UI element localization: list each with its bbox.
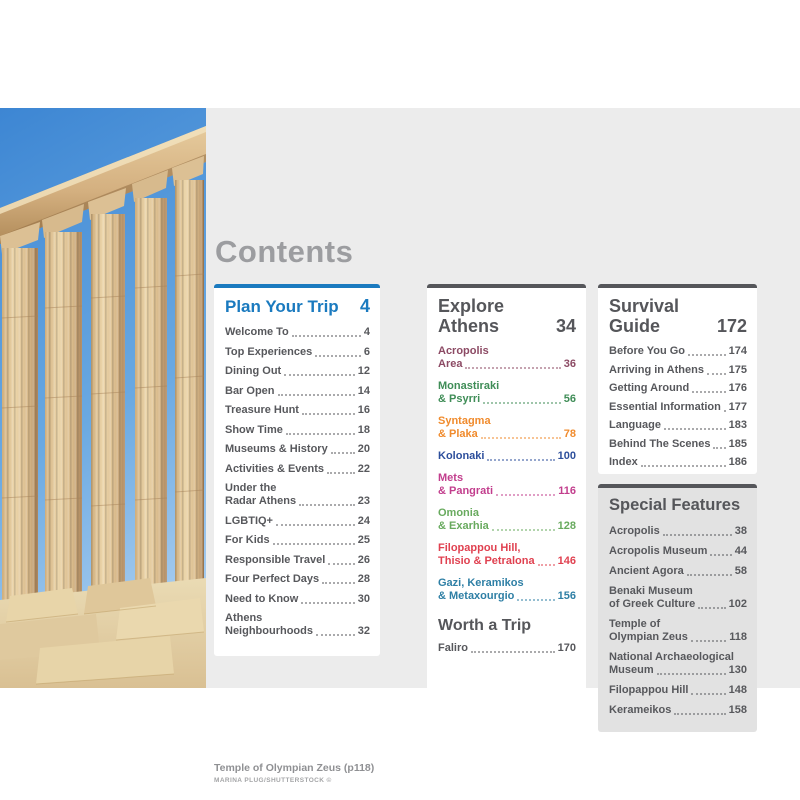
toc-entry: Getting Around 176 (609, 382, 747, 394)
toc-page-number: 130 (728, 664, 747, 676)
plan-your-trip-list (225, 326, 370, 638)
dotted-leader (273, 543, 355, 545)
toc-page-number: 20 (357, 443, 370, 455)
section-survival-guide (598, 284, 757, 474)
dotted-leader (278, 394, 355, 396)
plan-your-trip-page-number: 4 (359, 296, 370, 316)
survival-page-number: 172 (716, 316, 747, 336)
toc-page-number: 44 (734, 545, 747, 557)
toc-page-number: 56 (563, 393, 576, 405)
toc-entry: Activities & Events 22 (225, 462, 370, 475)
dotted-leader (641, 465, 726, 467)
toc-entry: Omonia & Exarhia 128 (438, 507, 576, 532)
toc-entry: Temple of Olympian Zeus 118 (609, 618, 747, 643)
toc-page-number: 174 (728, 345, 747, 357)
survival-title-line2: Guide (609, 316, 661, 336)
dotted-leader (517, 599, 554, 601)
toc-page-number: 185 (728, 437, 747, 450)
toc-page-number: 22 (357, 462, 370, 475)
dotted-leader (724, 410, 726, 412)
toc-entry: Arriving in Athens 175 (609, 363, 747, 376)
dotted-leader (302, 413, 355, 415)
explore-list (438, 345, 576, 603)
toc-entry: Kolonaki 100 (438, 450, 576, 462)
dotted-leader (692, 391, 725, 393)
toc-entry: Benaki Museum of Greek Culture 102 (609, 585, 747, 610)
toc-page-number: 100 (557, 450, 576, 462)
dotted-leader (331, 452, 355, 454)
toc-entry: Syntagma & Plaka 78 (438, 415, 576, 440)
dotted-leader (487, 459, 554, 461)
toc-page-number: 58 (734, 565, 747, 577)
toc-page-number: 26 (357, 553, 370, 566)
toc-page-number: 38 (734, 525, 747, 537)
toc-page-number: 16 (357, 404, 370, 416)
temple-columns-illustration (0, 108, 206, 688)
dotted-leader (713, 447, 725, 449)
toc-entry: Mets & Pangrati 116 (438, 472, 576, 497)
survival-list (609, 345, 747, 469)
toc-entry: Treasure Hunt 16 (225, 404, 370, 416)
toc-entry: Responsible Travel 26 (225, 553, 370, 566)
worth-a-trip-title: Worth a Trip (438, 617, 532, 634)
special-features-title: Special Features (609, 496, 741, 514)
explore-page-number: 34 (555, 316, 576, 336)
toc-entry: Acropolis Area 36 (438, 345, 576, 370)
toc-entry: Need to Know 30 (225, 592, 370, 605)
toc-page-number: 32 (357, 625, 370, 637)
toc-entry: Behind The Scenes 185 (609, 437, 747, 450)
toc-page-number: 146 (557, 555, 576, 567)
toc-page-number: 186 (728, 456, 747, 468)
special-features-list (609, 525, 747, 717)
toc-entry: Dining Out 12 (225, 365, 370, 377)
toc-page-number: 158 (728, 704, 747, 716)
toc-entry: Four Perfect Days 28 (225, 573, 370, 585)
dotted-leader (691, 640, 726, 642)
toc-page-number: 116 (558, 485, 576, 497)
dotted-leader (327, 472, 355, 474)
dotted-leader (328, 563, 354, 565)
toc-entry: National Archaeological Museum 130 (609, 651, 747, 676)
toc-entry: Ancient Agora 58 (609, 565, 747, 577)
dotted-leader (698, 607, 725, 609)
plan-your-trip-title: Plan Your Trip (225, 297, 339, 316)
toc-entry: Monastiraki & Psyrri 56 (438, 380, 576, 405)
photo-temple-of-olympian-zeus (0, 108, 206, 688)
toc-page-number: 14 (357, 384, 370, 397)
toc-entry: LGBTIQ+ 24 (225, 514, 370, 527)
toc-page-number: 118 (729, 631, 747, 643)
dotted-leader (691, 693, 725, 695)
toc-page-number: 6 (363, 345, 370, 358)
toc-page-number: 36 (563, 358, 576, 370)
toc-entry: Athens Neighbourhoods 32 (225, 612, 370, 637)
dotted-leader (687, 574, 732, 576)
toc-entry: Language 183 (609, 419, 747, 431)
dotted-leader (657, 673, 726, 675)
toc-page-number: 24 (357, 514, 370, 527)
toc-page-number: 102 (728, 598, 747, 610)
toc-page-number: 156 (557, 590, 576, 602)
toc-entry: Top Experiences 6 (225, 345, 370, 358)
toc-page-number: 78 (563, 428, 576, 440)
dotted-leader (276, 524, 355, 526)
toc-page-number: 175 (728, 363, 747, 376)
page-title: Contents (215, 234, 354, 269)
dotted-leader (496, 494, 555, 496)
toc-entry: Filopappou Hill 148 (609, 684, 747, 696)
dotted-leader (315, 355, 361, 357)
book-page (0, 108, 800, 784)
toc-entry: Museums & History 20 (225, 443, 370, 455)
toc-page-number: 177 (728, 400, 747, 413)
toc-entry: Gazi, Keramikos & Metaxourgio 156 (438, 577, 576, 602)
dotted-leader (322, 582, 355, 584)
toc-page-number: 30 (357, 592, 370, 605)
section-explore-athens (427, 284, 586, 712)
survival-title-line1: Survival (609, 296, 680, 316)
toc-entry: Under the Radar Athens 23 (225, 482, 370, 507)
photo-caption (214, 762, 374, 784)
section-plan-your-trip (214, 284, 380, 656)
toc-page-number: 128 (557, 520, 576, 532)
dotted-leader (299, 504, 355, 506)
toc-entry: For Kids 25 (225, 534, 370, 546)
toc-page-number: 25 (357, 534, 370, 546)
dotted-leader (284, 374, 355, 376)
dotted-leader (674, 713, 725, 715)
dotted-leader (465, 367, 560, 369)
toc-page-number: 148 (728, 684, 747, 696)
toc-page-number: 183 (728, 419, 747, 431)
dotted-leader (471, 651, 555, 653)
toc-entry: Index 186 (609, 456, 747, 468)
toc-page-number: 176 (728, 382, 747, 394)
toc-page-number: 4 (363, 326, 370, 338)
dotted-leader (301, 602, 354, 604)
toc-page-number: 12 (357, 365, 370, 377)
dotted-leader (538, 564, 555, 566)
dotted-leader (663, 534, 732, 536)
toc-entry: Bar Open 14 (225, 384, 370, 397)
caption-title: Temple of Olympian Zeus (p118) (214, 762, 375, 774)
dotted-leader (286, 433, 355, 435)
section-special-features (598, 484, 757, 732)
toc-entry: Faliro 170 (438, 642, 576, 654)
toc-page-number: 23 (357, 495, 370, 507)
dotted-leader (664, 428, 726, 430)
explore-title-line1: Explore (438, 296, 505, 316)
toc-entry: Kerameikos 158 (609, 704, 747, 716)
toc-page-number: 18 (357, 423, 370, 436)
dotted-leader (481, 437, 561, 439)
toc-entry: Filopappou Hill, Thisio & Petralona 146 (438, 542, 576, 567)
explore-title-line2: Athens (438, 316, 500, 336)
toc-page-number: 170 (557, 642, 576, 654)
toc-entry: Essential Information 177 (609, 400, 747, 413)
toc-entry: Show Time 18 (225, 423, 370, 436)
toc-entry: Welcome To 4 (225, 326, 370, 338)
worth-a-trip-list (438, 642, 576, 655)
caption-credit: MARINA PLUG/SHUTTERSTOCK © (214, 777, 332, 784)
dotted-leader (483, 402, 561, 404)
toc-entry: Before You Go 174 (609, 345, 747, 357)
dotted-leader (707, 373, 726, 375)
toc-entry: Acropolis Museum 44 (609, 545, 747, 557)
dotted-leader (688, 354, 726, 356)
toc-page-number: 28 (357, 573, 370, 585)
dotted-leader (292, 335, 361, 337)
dotted-leader (710, 554, 731, 556)
dotted-leader (316, 634, 355, 636)
dotted-leader (492, 529, 555, 531)
toc-entry: Acropolis 38 (609, 525, 747, 537)
